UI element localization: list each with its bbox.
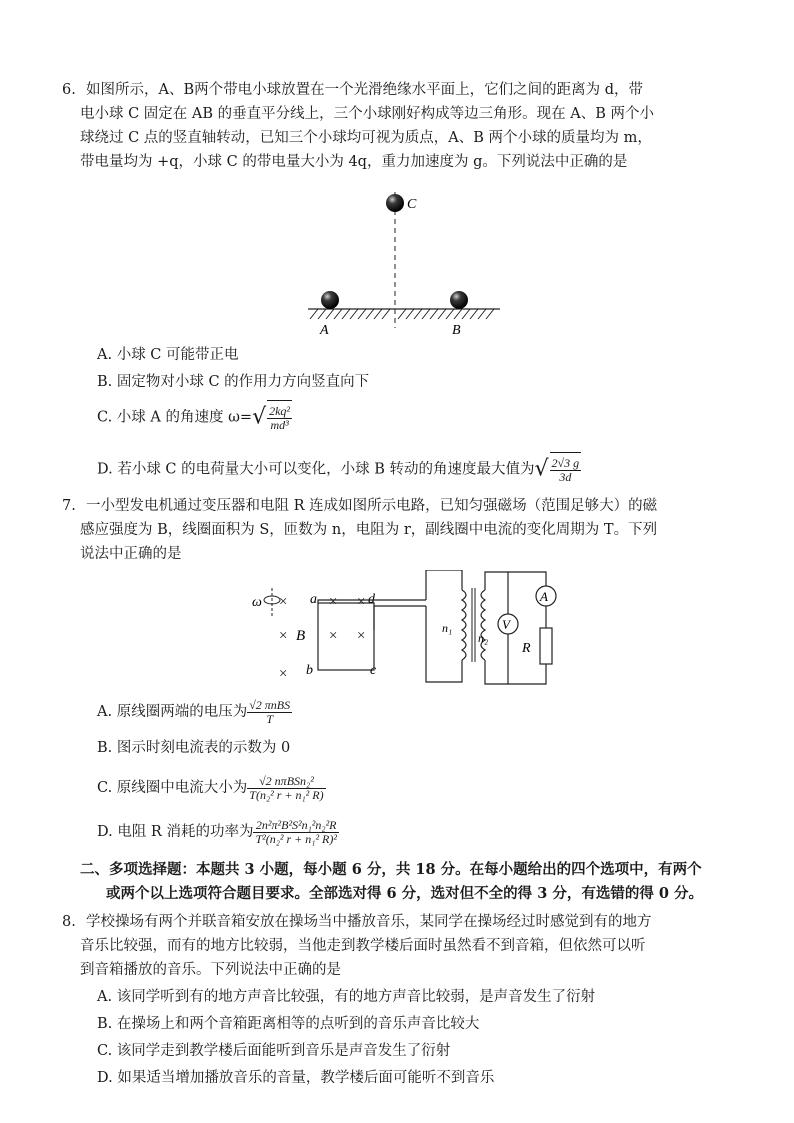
section-2-line-2: 或两个以上选项符合题目要求。全部选对得 6 分，选对但不全的得 3 分，有选错的得 0 分。 [106,885,704,902]
q7-option-c [97,770,326,806]
primary-circuit [426,570,462,600]
label-a: A [320,323,329,338]
label-b: B [452,323,461,338]
field-cross: × [328,628,339,644]
label-n2: n₂ [478,631,489,645]
secondary-circuit-bottom [485,660,546,684]
label-n1: n₁ [442,621,453,635]
q6-stem-line-4: 带电量均为 +q，小球 C 的带电量大小为 4q，重力加速度为 g。下列说法中正确的是 [80,154,628,170]
label-a: a [310,592,317,607]
q8-stem-line-3: 到音箱播放的音乐。下列说法中正确的是 [80,962,341,978]
label-V: V [502,617,510,632]
q6-option-c [97,400,292,435]
sqrt-icon: √ [534,456,549,482]
q6-option-a: A. 小球 C 可能带正电 [97,347,239,363]
q7-d-numerator: 2n²π²B²S²n₁²n₂²R [253,819,339,833]
q6-d-denominator: 3d [559,469,572,484]
q7-option-b: B. 图示时刻电流表的示数为 0 [97,740,291,756]
q7-c-numerator: √2 nπBSn₂² [247,775,325,789]
q6-c-numerator: 2kq² [269,403,291,418]
q6-stem-line-1: 如图所示，A、B两个带电小球放置在一个光滑绝缘水平面上，它们之间的距离为 d，带 [86,82,644,98]
q8-number: 8. [62,914,76,930]
label-c: C [407,197,417,212]
section-2-line-1: 二、多项选择题：本题共 3 小题，每小题 6 分，共 18 分。在每小题给出的四个选项中，有两个 [80,861,702,878]
field-cross: × [356,594,367,610]
q8-option-c: C. 该同学走到教学楼后面能听到音乐是声音发生了衍射 [97,1043,451,1059]
q8-option-b: B. 在操场上和两个音箱距离相等的点听到的音乐声音比较大 [97,1016,480,1032]
q6-d-numerator: 2√3 g [551,455,580,470]
q7-a-numerator: √2 πnBS [249,697,291,712]
label-c: c [370,663,377,678]
q7-option-d [97,814,339,850]
q6-stem-line-2: 电小球 C 固定在 AB 的垂直平分线上，三个小球刚好构成等边三角形。现在 A、B 两个小 [80,106,655,122]
q6-option-d [97,452,581,487]
primary-coil [462,590,466,660]
field-cross: × [278,628,289,644]
q7-c-denominator: T(n₂² r + n₁² R) [249,787,324,802]
label-b: b [306,663,313,678]
ball-c [386,194,404,212]
q7-option-a-text: A. 原线圈两端的电压为 [97,704,248,720]
ball-b [450,291,468,309]
q8-stem-line-2: 音乐比较强，而有的地方比较弱，当他走到教学楼后面时虽然看不到音箱，但依然可以听 [80,938,646,954]
q6-option-b: B. 固定物对小球 C 的作用力方向竖直向下 [97,374,370,390]
q8-option-a: A. 该同学听到有的地方声音比较强，有的地方声音比较弱，是声音发生了衍射 [97,989,596,1005]
secondary-coil [481,590,485,660]
q7-option-c-text: C. 原线圈中电流大小为 [97,780,248,796]
field-cross: × [328,594,339,610]
q7-d-denominator: T²(n₂² r + n₁² R)² [255,831,337,846]
sqrt-icon: √ [252,404,267,430]
label-A-meter: A [540,589,548,604]
q7-option-d-text: D. 电阻 R 消耗的功率为 [97,824,254,840]
ball-a [321,291,339,309]
q7-option-a [97,694,292,730]
q7-stem-line-3: 说法中正确的是 [80,546,182,562]
q7-a-denominator: T [266,711,274,726]
q6-number: 6. [62,82,76,98]
field-cross: × [278,666,289,682]
q7-stem-line-1: 一小型发电机通过变压器和电阻 R 连成如图所示电路，已知匀强磁场（范围足够大）的磁 [86,498,658,514]
primary-circuit-bottom [426,606,462,682]
q7-number: 7. [62,498,76,514]
q6-c-denominator: md³ [270,417,289,432]
label-R: R [522,641,531,656]
lead-wire-bottom [374,606,426,630]
surface-hatching [310,309,494,319]
resistor-R [540,628,552,664]
q7-circuit-figure [250,570,560,690]
label-d: d [368,592,375,607]
field-cross: × [278,594,289,610]
q8-stem-line-1: 学校操场有两个并联音箱安放在操场当中播放音乐，某同学在操场经过时感觉到有的地方 [86,914,652,930]
q8-option-d: D. 如果适当增加播放音乐的音量，教学楼后面可能听不到音乐 [97,1070,495,1086]
q6-option-d-text: D. 若小球 C 的电荷量大小可以变化，小球 B 转动的角速度最大值为 [97,461,535,478]
field-cross: × [356,628,367,644]
label-omega: ω [252,595,262,610]
q6-figure [300,188,510,338]
q6-option-c-text: C. 小球 A 的角速度 ω= [97,409,253,426]
q6-stem-line-3: 球绕过 C 点的竖直轴转动，已知三个小球均可视为质点，A、B 两个小球的质量均为 m， [80,130,652,146]
label-field-B: B [296,628,306,644]
q7-stem-line-2: 感应强度为 B，线圈面积为 S，匝数为 n，电阻为 r，副线圈中电流的变化周期为 T。下列 [80,522,658,538]
